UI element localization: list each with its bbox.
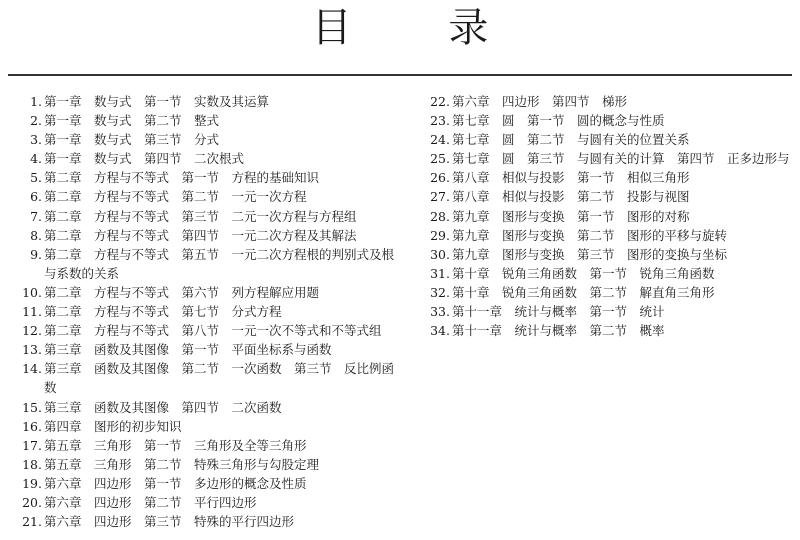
toc-entry-number: 3.	[30, 132, 42, 148]
toc-entry	[412, 130, 800, 149]
toc-entry-number: 6.	[30, 189, 42, 205]
toc-entry-text: 第八章 相似与投影 第一节 相似三角形	[452, 170, 690, 186]
toc-entry-text: 第七章 圆 第一节 圆的概念与性质	[452, 113, 665, 129]
toc-entry-number: 31.	[430, 265, 450, 281]
toc-entry-text: 第六章 四边形 第二节 平行四边形	[44, 494, 257, 510]
toc-entry-text: 第一章 数与式 第四节 二次根式	[44, 151, 245, 167]
toc-entry	[4, 149, 406, 168]
toc-entry-text: 第三章 函数及其图像 第一节 平面坐标系与函数	[44, 342, 332, 358]
toc-entry-number: 9.	[30, 246, 42, 262]
toc-entry	[4, 207, 406, 226]
toc-entry-text: 第六章 四边形 第三节 特殊的平行四边形	[44, 514, 295, 530]
toc-entry-text: 第二章 方程与不等式 第一节 方程的基础知识	[44, 170, 320, 186]
toc-entry-number: 13.	[22, 342, 42, 358]
toc-entry-number: 1.	[30, 94, 42, 109]
toc-entry	[4, 168, 406, 187]
toc-entry-number: 7.	[30, 208, 42, 224]
toc-entry-number: 10.	[22, 284, 42, 300]
toc-entry-text: 第九章 图形与变换 第二节 图形的平移与旋转	[452, 227, 728, 243]
toc-entry-number: 15.	[22, 399, 42, 415]
toc-entry	[4, 111, 406, 130]
toc-entry	[4, 283, 406, 302]
toc-entry-text: 第九章 图形与变换 第三节 图形的变换与坐标	[452, 246, 728, 262]
toc-entry	[4, 340, 406, 359]
toc-entry	[412, 283, 800, 302]
toc-entry-text: 第十章 锐角三角函数 第二节 解直角三角形	[452, 284, 715, 300]
toc-entry-text: 第八章 相似与投影 第二节 投影与视图	[452, 189, 690, 205]
toc-entry-text: 第六章 四边形 第四节 梯形	[452, 94, 628, 109]
toc-entry-text: 第三章 函数及其图像 第二节 一次函数 第三节 反比例函数	[44, 361, 395, 396]
toc-entry	[412, 264, 800, 283]
toc-entry	[4, 512, 406, 531]
toc-entry	[4, 130, 406, 149]
toc-entry-number: 24.	[430, 132, 450, 148]
toc-entry-number: 8.	[30, 227, 42, 243]
toc-entry-text: 第二章 方程与不等式 第二节 一元一次方程	[44, 189, 307, 205]
toc-entry-text: 第七章 圆 第二节 与圆有关的位置关系	[452, 132, 690, 148]
toc-entry-number: 22.	[430, 94, 450, 109]
toc-entry-text: 第四章 图形的初步知识	[44, 418, 182, 434]
toc-entry-text: 第五章 三角形 第一节 三角形及全等三角形	[44, 437, 307, 453]
page-title: 目 录	[311, 5, 531, 51]
toc-entry-number: 2.	[30, 113, 42, 129]
toc-entry-text: 第二章 方程与不等式 第三节 二元一次方程与方程组	[44, 208, 357, 224]
toc-entry	[412, 187, 800, 206]
toc-entry-number: 23.	[430, 113, 450, 129]
toc-entry-number: 32.	[430, 284, 450, 300]
toc-entry	[412, 245, 800, 264]
toc-entry	[412, 302, 800, 321]
toc-entry-number: 30.	[430, 246, 450, 262]
toc-entry-text: 第七章 圆 第三节 与圆有关的计算 第四节 正多边形与	[452, 151, 790, 167]
toc-entry-number: 11.	[22, 304, 42, 320]
toc-entry	[4, 92, 406, 111]
toc-entry	[412, 226, 800, 245]
toc-list-left	[4, 92, 406, 531]
toc-entry	[412, 92, 800, 111]
toc-entry	[412, 168, 800, 187]
toc-entry-number: 18.	[22, 456, 42, 472]
toc-entry-text: 第六章 四边形 第一节 多边形的概念及性质	[44, 475, 307, 491]
toc-list-right	[412, 92, 800, 340]
toc-entry-number: 25.	[430, 151, 450, 167]
toc-entry-number: 4.	[30, 151, 42, 167]
toc-entry	[4, 245, 406, 283]
toc-entry-number: 34.	[430, 323, 450, 339]
toc-entry	[4, 302, 406, 321]
toc-entry-text: 第十一章 统计与概率 第二节 概率	[452, 323, 665, 339]
toc-entry-text: 第十一章 统计与概率 第一节 统计	[452, 304, 665, 320]
toc-entry-text: 第三章 函数及其图像 第四节 二次函数	[44, 399, 282, 415]
toc-entry	[4, 493, 406, 512]
toc-entry-number: 27.	[430, 189, 450, 205]
toc-entry-text: 第一章 数与式 第三节 分式	[44, 132, 220, 148]
toc-entry	[4, 455, 406, 474]
toc-entry-number: 20.	[22, 494, 42, 510]
toc-entry-text: 第九章 图形与变换 第一节 图形的对称	[452, 208, 690, 224]
toc-entry-number: 28.	[430, 208, 450, 224]
toc-entry	[4, 226, 406, 245]
toc-entry-number: 14.	[22, 361, 42, 377]
toc-entry-text: 第二章 方程与不等式 第七节 分式方程	[44, 304, 282, 320]
toc-entry-number: 21.	[22, 514, 42, 530]
toc-entry	[412, 207, 800, 226]
toc-entry	[4, 321, 406, 340]
toc-entry	[4, 417, 406, 436]
toc-entry-number: 16.	[22, 418, 42, 434]
toc-entry-text: 第二章 方程与不等式 第五节 一元二次方程根的判别式及根与系数的关系	[44, 246, 395, 281]
toc-entry-text: 第十章 锐角三角函数 第一节 锐角三角函数	[452, 265, 715, 281]
toc-entry-number: 12.	[22, 323, 42, 339]
toc-entry-number: 26.	[430, 170, 450, 186]
toc-entry-number: 5.	[30, 170, 42, 186]
toc-entry-number: 19.	[22, 475, 42, 491]
toc-entry-number: 17.	[22, 437, 42, 453]
toc-entry	[4, 474, 406, 493]
title-divider	[8, 74, 792, 76]
toc-entry-text: 第二章 方程与不等式 第八节 一元一次不等式和不等式组	[44, 323, 382, 339]
toc-entry-number: 33.	[430, 304, 450, 320]
toc-entry-number: 29.	[430, 227, 450, 243]
toc-entry-text: 第五章 三角形 第二节 特殊三角形与勾股定理	[44, 456, 320, 472]
toc-entry	[412, 321, 800, 340]
toc-entry	[4, 359, 406, 397]
toc-entry-text: 第二章 方程与不等式 第四节 一元二次方程及其解法	[44, 227, 357, 243]
toc-entry	[4, 436, 406, 455]
toc-entry-text: 第一章 数与式 第二节 整式	[44, 113, 220, 129]
toc-entry	[412, 149, 800, 168]
toc-entry-text: 第二章 方程与不等式 第六节 列方程解应用题	[44, 284, 320, 300]
toc-entry	[4, 398, 406, 417]
toc-entry-text: 第一章 数与式 第一节 实数及其运算	[44, 94, 270, 109]
toc-entry	[412, 111, 800, 130]
toc-entry	[4, 187, 406, 206]
